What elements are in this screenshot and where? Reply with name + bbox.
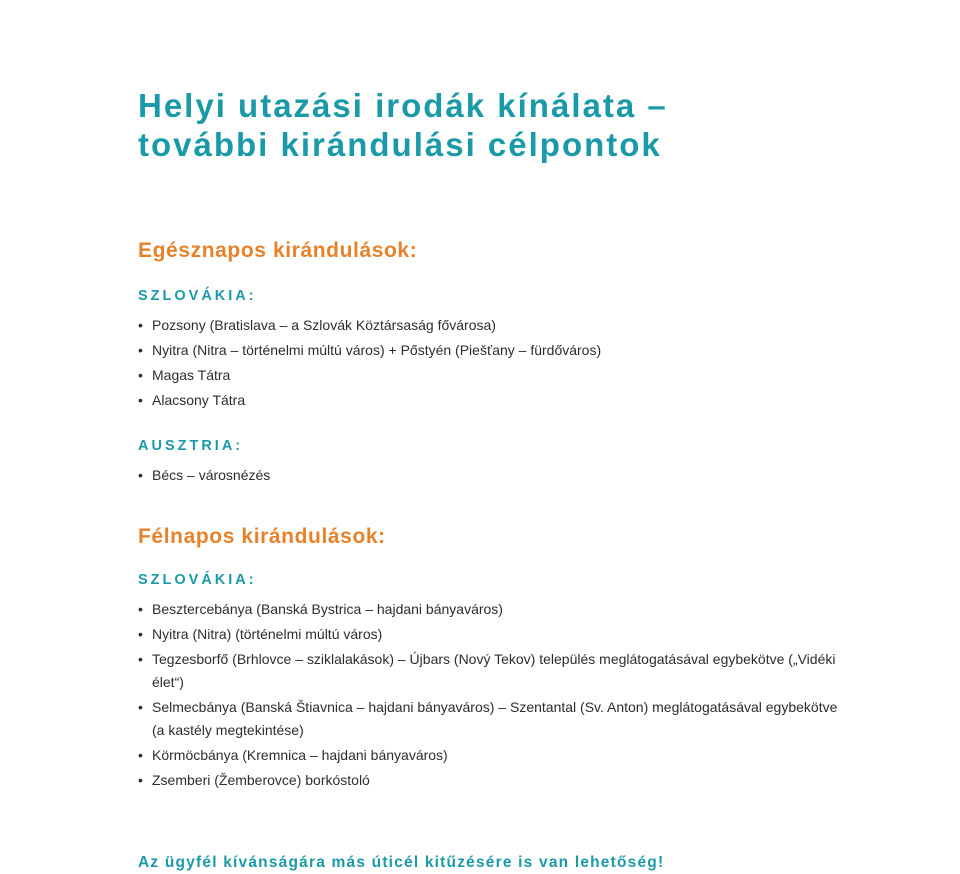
list-item <box>138 339 838 362</box>
bullet-icon: • <box>138 699 143 716</box>
list-item-text: Nyitra (Nitra – történelmi múltú város) + Pőstyén (Piešťany – fürdőváros) <box>152 342 602 359</box>
title-line-2: további kirándulási célpontok <box>138 126 662 163</box>
list-item-text: Körmöcbánya (Kremnica – hajdani bányaváros) <box>152 746 448 763</box>
list-item <box>138 364 838 387</box>
full-day-slovakia-label: SZLOVÁKIA: <box>138 288 257 304</box>
footer-note: Az ügyfél kívánságára más úticél kitűzésére is van lehetőség! <box>138 854 665 871</box>
list-item-text: Alacsony Tátra <box>152 392 246 409</box>
half-day-heading: Félnapos kirándulások: <box>138 525 386 549</box>
bullet-icon: • <box>138 771 143 788</box>
half-day-slovakia-list <box>138 598 838 791</box>
list-item <box>138 314 838 337</box>
full-day-slovakia-list <box>138 314 838 412</box>
list-item-text: Tegzesborfő (Brhlovce – sziklalakások) – Újbars (Nový Tekov) település meglátogatásával egybekötve („Vidéki élet“) <box>152 651 836 690</box>
bullet-icon: • <box>138 367 143 384</box>
full-day-austria-list <box>138 464 838 487</box>
list-item <box>138 769 838 792</box>
list-item-text: Nyitra (Nitra) (történelmi múltú város) <box>152 626 383 643</box>
list-item <box>138 464 838 487</box>
full-day-heading: Egésznapos kirándulások: <box>138 239 418 262</box>
page-title <box>138 86 838 164</box>
bullet-icon: • <box>138 601 143 618</box>
bullet-icon: • <box>138 317 143 333</box>
bullet-icon: • <box>138 626 143 643</box>
list-item-text: Pozsony (Bratislava – a Szlovák Köztársaság fővárosa) <box>152 317 496 333</box>
bullet-icon: • <box>138 466 143 483</box>
full-day-austria-label: AUSZTRIA: <box>138 437 244 454</box>
full-day-section <box>138 238 838 486</box>
list-item <box>138 623 838 646</box>
brochure-page <box>138 86 838 794</box>
bullet-icon: • <box>138 746 143 763</box>
list-item <box>138 389 838 412</box>
title-line-1: Helyi utazási irodák kínálata – <box>138 87 668 124</box>
list-item <box>138 696 842 741</box>
list-item <box>138 598 838 621</box>
list-item-text: Magas Tátra <box>152 367 231 384</box>
list-item <box>138 648 842 693</box>
list-item-text: Besztercebánya (Banská Bystrica – hajdani bányaváros) <box>152 601 503 618</box>
list-item-text: Bécs – városnézés <box>152 466 271 483</box>
bullet-icon: • <box>138 342 143 359</box>
half-day-slovakia-label: SZLOVÁKIA: <box>138 572 257 589</box>
bullet-icon: • <box>138 392 143 409</box>
list-item-text: Selmecbánya (Banská Štiavnica – hajdani bányaváros) – Szentantal (Sv. Anton) meglátogatásával egybekötve (a kastély megtekintése) <box>152 699 838 738</box>
half-day-section <box>138 524 838 791</box>
bullet-icon: • <box>138 651 143 668</box>
list-item <box>138 744 838 767</box>
list-item-text: Zsemberi (Žemberovce) borkóstoló <box>152 771 370 788</box>
